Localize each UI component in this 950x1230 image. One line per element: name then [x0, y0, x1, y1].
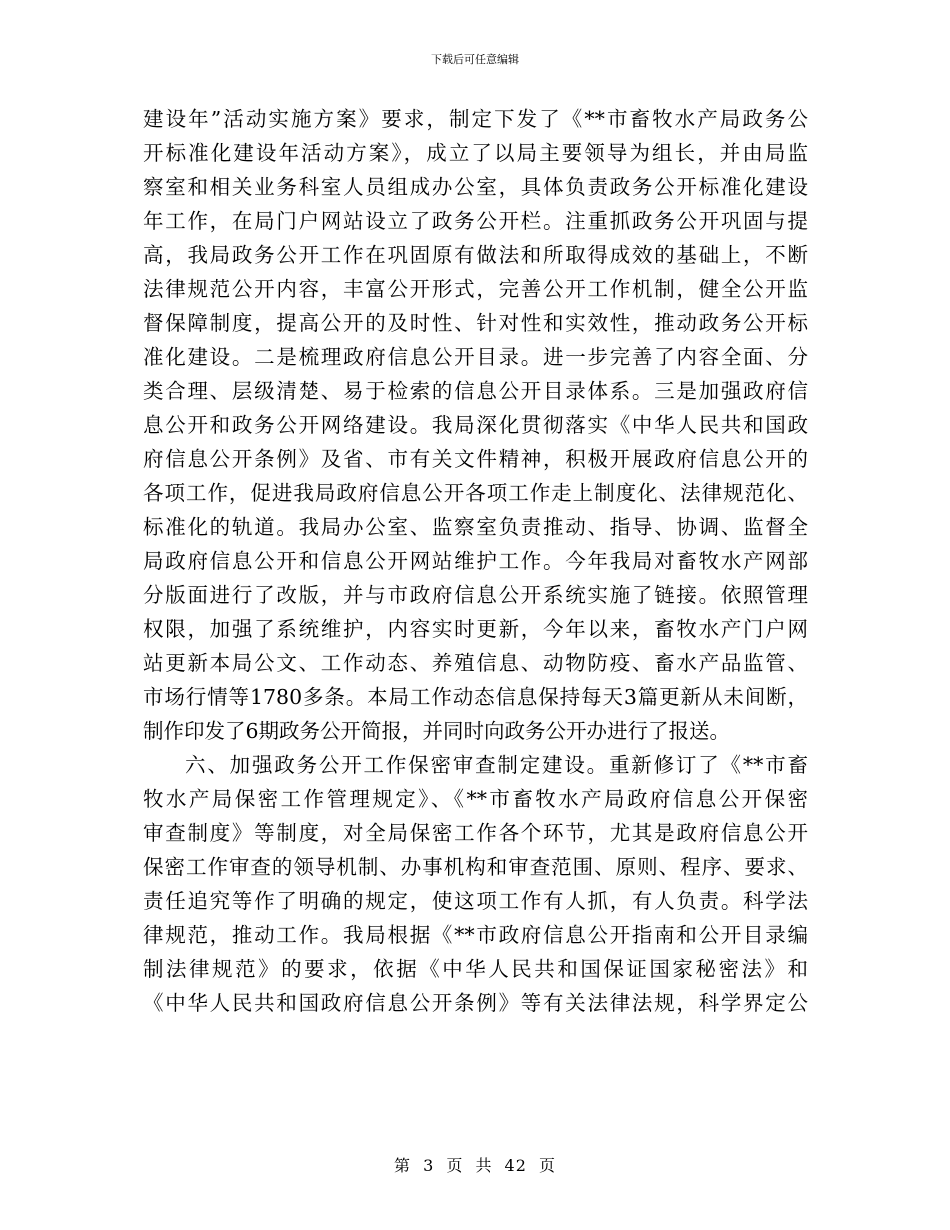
paragraph-2: [143, 748, 808, 1020]
text-line: 类合理、层级清楚、易于检索的信息公开目录体系。三是加强政府信: [143, 379, 808, 403]
text-line: 察室和相关业务科室人员组成办公室，具体负责政务公开标准化建设: [143, 175, 808, 199]
text-line: 市场行情等1780多条。本局工作动态信息保持每天3篇更新从未间断，: [143, 685, 808, 709]
page-footer: 第 3 页 共 42 页: [394, 1156, 556, 1175]
text-line: 审查制度》等制度，对全局保密工作各个环节，尤其是政府信息公开: [143, 821, 808, 845]
text-line: 息公开和政务公开网络建设。我局深化贯彻落实《中华人民共和国政: [143, 413, 808, 437]
text-line: 府信息公开条例》及省、市有关文件精神，积极开展政府信息公开的: [143, 447, 808, 471]
text-line: 法律规范公开内容，丰富公开形式，完善公开工作机制，健全公开监: [143, 277, 808, 301]
text-line: 站更新本局公文、工作动态、养殖信息、动物防疫、畜水产品监管、: [143, 651, 808, 675]
text-line: 年工作，在局门户网站设立了政务公开栏。注重抓政务公开巩固与提: [143, 209, 808, 233]
text-line: 律规范，推动工作。我局根据《**市政府信息公开指南和公开目录编: [143, 923, 808, 947]
text-line: 开标准化建设年活动方案》，成立了以局主要领导为组长，并由局监: [143, 141, 808, 165]
text-line: 保密工作审查的领导机制、办事机构和审查范围、原则、程序、要求、: [143, 855, 808, 879]
text-line: 各项工作，促进我局政府信息公开各项工作走上制度化、法律规范化、: [143, 481, 808, 505]
text-line: 局政府信息公开和信息公开网站维护工作。今年我局对畜牧水产网部: [143, 549, 808, 573]
text-line: 权限，加强了系统维护，内容实时更新，今年以来，畜牧水产门户网: [143, 617, 808, 641]
page-header: 下载后可任意编辑: [431, 53, 519, 66]
text-line: 分版面进行了改版，并与市政府信息公开系统实施了链接。依照管理: [143, 583, 808, 607]
text-line: 准化建设。二是梳理政府信息公开目录。进一步完善了内容全面、分: [143, 345, 808, 369]
text-line: 牧水产局保密工作管理规定》、《**市畜牧水产局政府信息公开保密: [143, 787, 808, 811]
text-line: 责任追究等作了明确的规定，使这项工作有人抓，有人负责。科学法: [143, 889, 808, 913]
paragraph-1: [143, 102, 808, 748]
text-line: 制作印发了6期政务公开简报，并同时向政务公开办进行了报送。: [143, 719, 731, 743]
text-line: 督保障制度，提高公开的及时性、针对性和实效性，推动政务公开标: [143, 311, 808, 335]
document-body: [143, 102, 808, 1020]
text-line: 标准化的轨道。我局办公室、监察室负责推动、指导、协调、监督全: [143, 515, 808, 539]
text-line: 高，我局政务公开工作在巩固原有做法和所取得成效的基础上，不断: [143, 243, 808, 267]
text-line: 建设年”活动实施方案》要求，制定下发了《**市畜牧水产局政务公: [143, 107, 808, 131]
text-line: 《中华人民共和国政府信息公开条例》等有关法律法规，科学界定公: [143, 991, 808, 1015]
text-line: 制法律规范》的要求，依据《中华人民共和国保证国家秘密法》和: [143, 957, 808, 981]
text-line: 六、加强政务公开工作保密审查制定建设。重新修订了《**市畜: [185, 753, 808, 777]
